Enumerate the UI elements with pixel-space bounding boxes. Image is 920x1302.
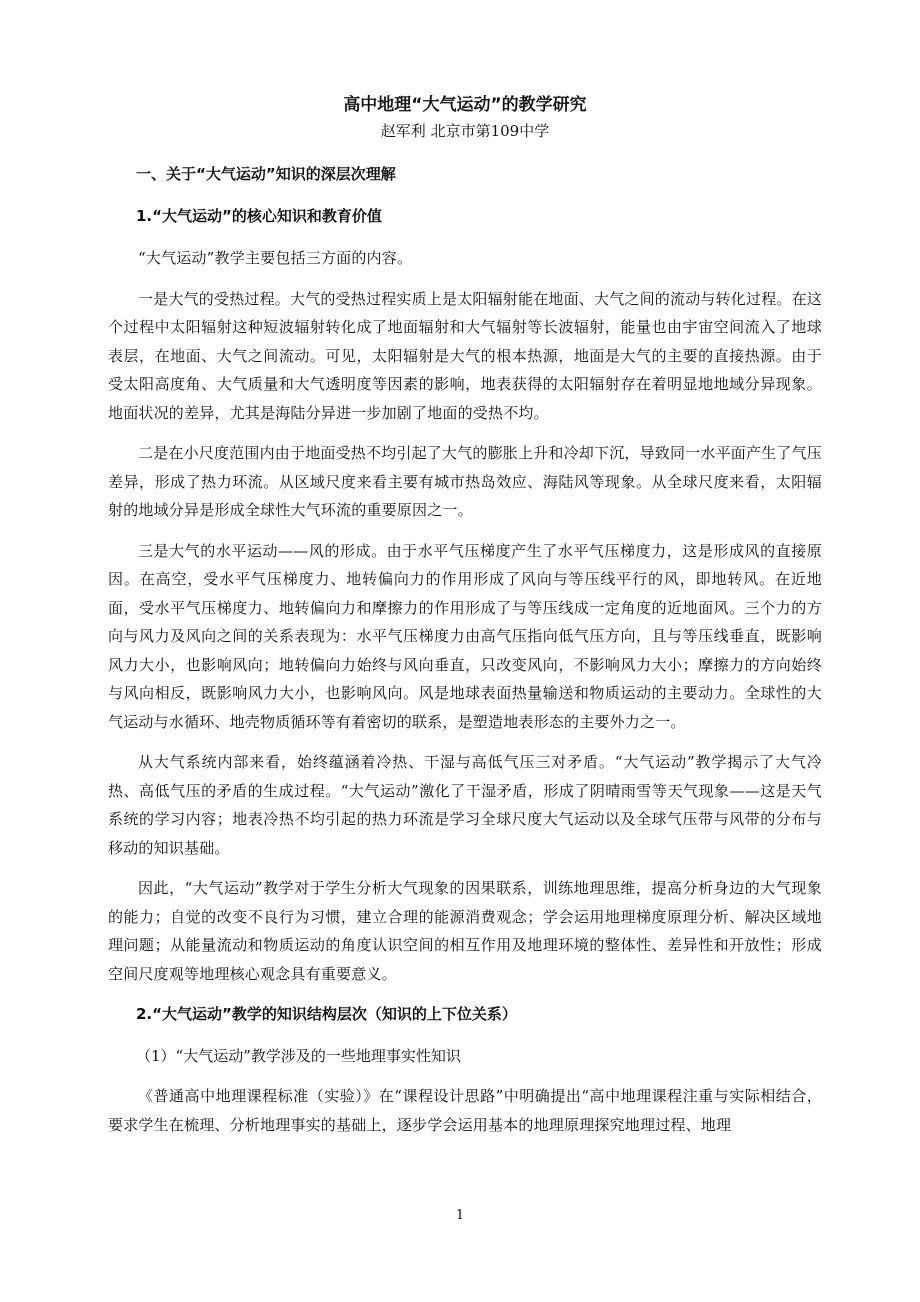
paragraph: “大气运动”教学主要包括三方面的内容。 (138, 249, 413, 267)
document-body (108, 92, 822, 1151)
subsection-heading-1: 1.“大气运动”的核心知识和教育价值 (136, 207, 382, 225)
page-title: 高中地理“大气运动”的教学研究 (343, 95, 587, 115)
paragraph: 一是大气的受热过程。大气的受热过程实质上是太阳辐射能在地面、大气之间的流动与转化过程。在这个过程中太阳辐射这种短波辐射转化成了地面辐射和大气辐射等长波辐射，能量也由宇宙空间流入了地球表层，在地面、大气之间流动。可见，太阳辐射是大气的根本热源，地面是大气的主要的直接热源。由于受太阳高度角、大气质量和大气透明度等因素的影响，地表获得的太阳辐射存在着明显地地域分异现象。地面状况的差异，尤其是海陆分异进一步加剧了地面的受热不均。 (108, 289, 823, 422)
page-number: 1 (455, 1208, 465, 1223)
paragraph: 三是大气的水平运动——风的形成。由于水平气压梯度产生了水平气压梯度力，这是形成风的直接原因。在高空，受水平气压梯度力、地转偏向力的作用形成了风向与等压线平行的风，即地转风。在近地面，受水平气压梯度力、地转偏向力和摩擦力的作用形成了与等压线成一定角度的近地面风。三个力的方向与风力及风向之间的关系表现为：水平气压梯度力由高气压指向低气压方向，且与等压线垂直，既影响风力大小，也影响风向；地转偏向力始终与风向垂直，只改变风向，不影响风力大小；摩擦力的方向始终与风向相反，既影响风力大小，也影响风向。风是地球表面热量输送和物质运动的主要动力。全球性的大气运动与水循环、地壳物质循环等有着密切的联系，是塑造地表形态的主要外力之一。 (108, 541, 822, 731)
paragraph: 因此，“大气运动”教学对于学生分析大气现象的因果联系，训练地理思维，提高分析身边的大气现象的能力；自觉的改变不良行为习惯，建立合理的能源消费观念；学会运用地理梯度原理分析、解决区域地理问题；从能量流动和物质运动的角度认识空间的相互作用及地理环境的整体性、差异性和开放性；形成空间尺度观等地理核心观念具有重要意义。 (108, 879, 822, 983)
author-line: 赵军利 北京市第109中学 (380, 122, 550, 140)
paragraph: 二是在小尺度范围内由于地面受热不均引起了大气的膨胀上升和冷却下沉，导致同一水平面产生了气压差异，形成了热力环流。从区域尺度来看主要有城市热岛效应、海陆风等现象。从全球尺度来看，太阳辐射的地域分异是形成全球性大气环流的重要原因之一。 (108, 444, 823, 519)
subsection-heading-2: 2.“大气运动”教学的知识结构层次（知识的上下位关系） (136, 1005, 517, 1023)
section-heading-1: 一、关于“大气运动”知识的深层次理解 (136, 165, 396, 183)
paragraph: 《普通高中地理课程标准（实验）》在“课程设计思路”中明确提出“高中地理课程注重与实际相结合，要求学生在梳理、分析地理事实的基础上，逐步学会运用基本的地理原理探究地理过程、地理 (108, 1087, 822, 1134)
paragraph: 从大气系统内部来看，始终蕴涵着冷热、干湿与高低气压三对矛盾。“大气运动”教学揭示了大气冷热、高低气压的矛盾的生成过程。“大气运动”激化了干湿矛盾，形成了阴晴雨雪等天气现象——这是天气系统的学习内容；地表冷热不均引起的热力环流是学习全球尺度大气运动以及全球气压带与风带的分布与移动的知识基础。 (108, 753, 822, 857)
subsection-heading-2-1: （1）“大气运动”教学涉及的一些地理事实性知识 (136, 1047, 461, 1065)
